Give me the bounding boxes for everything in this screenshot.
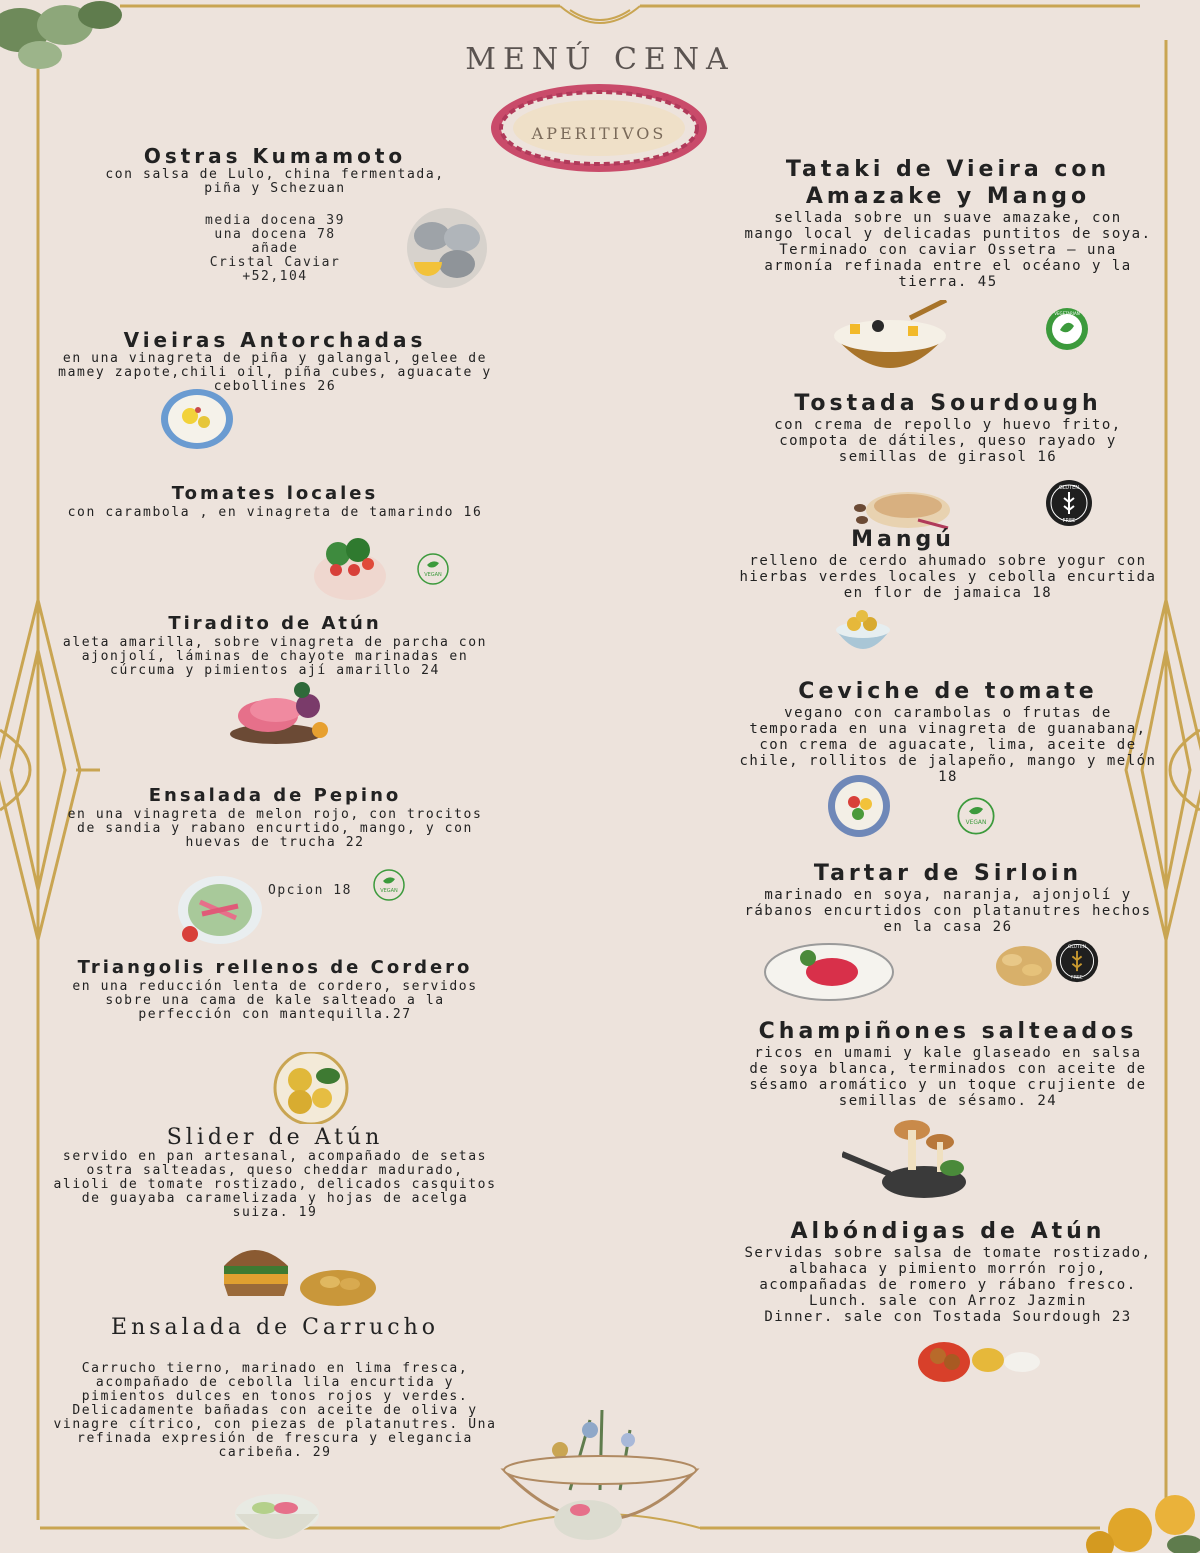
item-name: Champiñones salteados — [758, 1019, 1138, 1044]
vegan-badge-text: VEGAN — [424, 572, 442, 578]
item-name: Triangolis rellenos de Cordero — [77, 957, 473, 978]
menu-item-tartar — [720, 860, 1176, 935]
item-name: Ceviche de tomate — [798, 679, 1098, 704]
item-description: con carambola , en vinagreta de tamarindo 16 — [67, 505, 483, 520]
page-title: MENÚ CENA — [465, 42, 735, 77]
item-name: Tomates locales — [171, 483, 379, 504]
mangu-bowl-image — [832, 608, 894, 658]
item-description: servido en pan artesanal, acompañado de setas ostra salteadas, queso cheddar madurado, alioli de tomate rostizado, delicados casquitos de guayaba caramelizada y hojas de acelga suiza. 19 — [53, 1149, 497, 1220]
vegetarian-icon — [1044, 306, 1090, 352]
carrucho-bowl-image — [234, 1484, 320, 1550]
gluten-badge-bottom: FREE — [1071, 975, 1083, 981]
herb-bowl-decoration — [500, 1410, 700, 1550]
ceviche-plate-image — [826, 774, 892, 838]
section-label: APERITIVOS — [531, 124, 667, 143]
vegan-icon — [372, 868, 406, 902]
cucumber-salad-image — [176, 872, 264, 946]
slider-burger-image — [218, 1236, 382, 1312]
item-description: en una vinagreta de piña y galangal, gelee de mamey zapote,chili oil, piña cubes, aguacate y cebollines 26 — [58, 351, 492, 394]
flowers-bottom-right — [1086, 1495, 1200, 1553]
item-name: Tiradito de Atún — [168, 613, 382, 634]
menu-item-pepino — [50, 784, 500, 850]
ostras-prices: media docena 39 una docena 78 añade Cristal Caviar +52,104 — [205, 213, 345, 284]
pepino-option: Opcion 18 — [268, 883, 352, 898]
menu-item-slider — [50, 1126, 500, 1220]
item-description: marinado en soya, naranja, ajonjolí y rábanos encurtidos con platanutres hechos en la casa 26 — [744, 887, 1152, 935]
item-description: en una reducción lenta de cordero, servidos sobre una cama de kale salteado a la perfección con mantequilla.27 — [72, 979, 478, 1022]
gluten-badge-top: GLUTEN — [1058, 485, 1080, 491]
item-description: vegano con carambolas o frutas de temporada en una vinagreta de guanabana, con crema de aguacate, lima, aceite de chile, rollitos de jalapeño, mango y melón 18 — [739, 705, 1157, 785]
item-description: aleta amarilla, sobre vinagreta de parcha con ajonjolí, láminas de chayote marinadas en cúrcuma y pimientos ají amarillo 24 — [62, 635, 488, 678]
menu-item-carrucho — [50, 1316, 500, 1340]
menu-item-vieiras — [50, 328, 500, 394]
item-description: con salsa de Lulo, china fermentada, piña y Schezuan — [105, 167, 445, 196]
item-name: Tataki de Vieira con Amazake y Mango — [785, 157, 1111, 209]
vegan-icon — [956, 796, 996, 836]
item-description: Servidas sobre salsa de tomate rostizado, albahaca y pimiento morrón rojo, acompañadas de romero y rábano fresco. Lunch. sale con Arroz Jazmin Dinner. sale con Tostada Sourdough 23 — [744, 1245, 1152, 1325]
vegan-badge-text: VEGAN — [380, 888, 398, 894]
vieiras-plate-image — [160, 388, 234, 450]
vegan-badge-text: VEGAN — [965, 820, 987, 827]
menu-item-champinones — [720, 1018, 1176, 1109]
item-name: Tostada Sourdough — [794, 391, 1102, 416]
menu-item-tiradito — [50, 612, 500, 678]
item-name: Ensalada de Carrucho — [111, 1315, 439, 1340]
menu-item-ceviche — [720, 678, 1176, 785]
menu-item-tataki — [720, 156, 1176, 290]
item-name: Mangú — [851, 527, 955, 552]
item-name: Ensalada de Pepino — [148, 785, 402, 806]
platanutres-image — [992, 936, 1056, 992]
tartar-plate-image — [762, 936, 896, 1004]
mushroom-pan-image — [842, 1116, 968, 1202]
item-description: con crema de repollo y huevo frito, compota de dátiles, queso rayado y semillas de girasol 16 — [774, 417, 1122, 465]
carrucho-description-block — [50, 1362, 500, 1460]
tuna-image — [228, 680, 340, 752]
vegan-icon — [416, 552, 450, 586]
oysters-image — [402, 204, 492, 288]
gluten-free-icon — [1044, 478, 1094, 528]
menu-item-albondigas — [720, 1218, 1176, 1325]
item-description: en una vinagreta de melon rojo, con trocitos de sandia y rabano encurtido, mango, y con huevas de trucha 22 — [67, 807, 483, 850]
item-description: ricos en umami y kale glaseado en salsa de soya blanca, terminados con aceite de sésamo aromático y un toque crujiente de semillas de sésamo. 24 — [749, 1045, 1147, 1109]
vegetarian-badge-text: VEGETARIAN — [1054, 311, 1080, 316]
menu-item-tomates — [50, 482, 500, 520]
tomato-salad-image — [308, 530, 392, 602]
gluten-free-icon — [1054, 938, 1100, 984]
tataki-bowl-image — [830, 300, 950, 384]
gluten-badge-top: GLUTEN — [1067, 945, 1087, 951]
item-description: Carrucho tierno, marinado en lima fresca, acompañado de cebolla lila encurtida y pimientos dulces en tonos rojos y verdes. Delicadamente bañadas con aceite de oliva y vinagre cítrico, con piezas de platanutres. Una refinada expresión de frescura y elegancia caribeña. 29 — [53, 1361, 497, 1460]
item-name: Vieiras Antorchadas — [123, 328, 427, 352]
item-name: Ostras Kumamoto — [143, 144, 407, 168]
menu-item-triangolis — [50, 956, 500, 1022]
triangolis-image — [272, 1052, 350, 1124]
albondigas-image — [914, 1336, 1044, 1386]
item-name: Albóndigas de Atún — [790, 1219, 1106, 1244]
menu-item-tostada — [720, 390, 1176, 465]
menu-item-ostras — [60, 144, 490, 196]
menu-item-mangu — [720, 526, 1176, 601]
item-description: relleno de cerdo ahumado sobre yogur con hierbas verdes locales y cebolla encurtida en flor de jamaica 18 — [739, 553, 1157, 601]
item-description: sellada sobre un suave amazake, con mango local y delicadas puntitos de soya. Terminado con caviar Ossetra — una armonía refinada entre el océano y la tierra. 45 — [744, 210, 1152, 290]
tostada-image — [848, 480, 952, 530]
item-name: Tartar de Sirloin — [813, 861, 1083, 886]
gluten-badge-bottom: FREE — [1062, 518, 1076, 524]
item-name: Slider de Atún — [166, 1125, 384, 1150]
